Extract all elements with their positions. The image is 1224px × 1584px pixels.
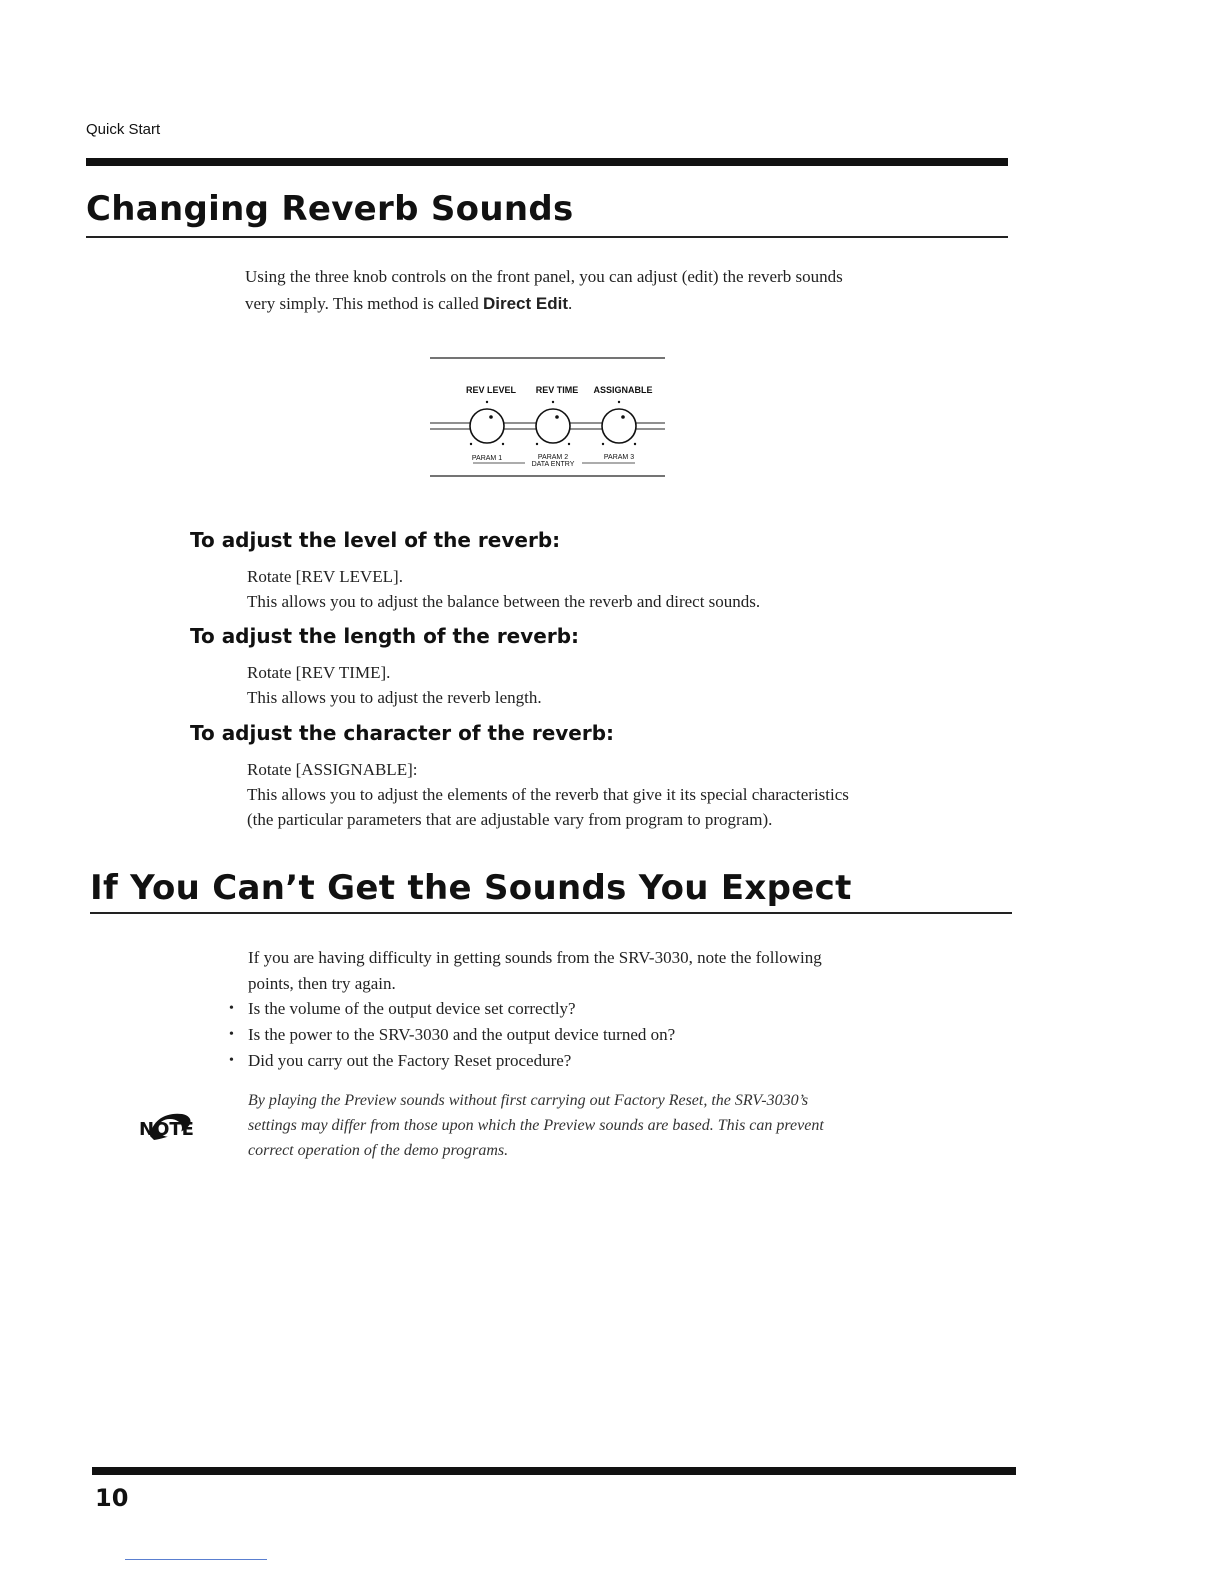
intro-line-2 bbox=[245, 290, 965, 317]
item-character-text bbox=[247, 757, 967, 832]
heading-adjust-length: To adjust the length of the reverb: bbox=[190, 624, 580, 648]
item-level-text bbox=[247, 564, 947, 614]
troubleshoot-intro-line-1: If you are having difficulty in getting sounds from the SRV-3030, note the following bbox=[248, 948, 822, 967]
note-line-3: correct operation of the demo programs. bbox=[248, 1142, 509, 1159]
running-head: Quick Start bbox=[86, 121, 161, 138]
param-label-1: PARAM 1 bbox=[471, 455, 503, 462]
param-label-3: PARAM 3 bbox=[603, 454, 635, 461]
checklist-item: • Is the power to the SRV-3030 and the output device turned on? bbox=[248, 1022, 948, 1048]
troubleshoot-intro-line-2: points, then try again. bbox=[248, 974, 396, 993]
item-character-line-3: (the particular parameters that are adjustable vary from program to program). bbox=[247, 810, 773, 829]
knob-label-assignable: ASSIGNABLE bbox=[593, 385, 653, 395]
note-line-1: By playing the Preview sounds without first carrying out Factory Reset, the SRV-3030’s bbox=[248, 1092, 809, 1109]
checklist-item: • Did you carry out the Factory Reset procedure? bbox=[248, 1048, 948, 1074]
knob-rev-level-icon bbox=[470, 401, 504, 445]
section-title-troubleshooting: If You Can’t Get the Sounds You Expect bbox=[90, 868, 852, 908]
note-text bbox=[248, 1088, 948, 1163]
note-icon-lettering: NOTE bbox=[139, 1119, 194, 1140]
intro-paragraph bbox=[245, 263, 965, 317]
checklist-item: • Is the volume of the output device set correctly? bbox=[248, 996, 948, 1022]
intro-line-1: Using the three knob controls on the front panel, you can adjust (edit) the reverb sounds bbox=[245, 267, 843, 286]
troubleshoot-intro bbox=[248, 945, 948, 997]
bottom-rule bbox=[92, 1467, 1016, 1475]
data-entry-label: DATA ENTRY bbox=[531, 461, 575, 468]
section2-title-rule bbox=[90, 912, 1012, 914]
param-label-2: PARAM 2 bbox=[537, 454, 569, 461]
heading-adjust-character: To adjust the character of the reverb: bbox=[190, 721, 615, 745]
heading-adjust-level: To adjust the level of the reverb: bbox=[190, 528, 561, 552]
top-rule bbox=[86, 158, 1008, 166]
knob-label-rev-level: REV LEVEL bbox=[465, 385, 517, 395]
knob-assignable-icon bbox=[602, 401, 636, 445]
knob-label-rev-time: REV TIME bbox=[535, 385, 579, 395]
note-line-2: settings may differ from those upon which the Preview sounds are based. This can prevent bbox=[248, 1117, 824, 1134]
intro-period: . bbox=[568, 294, 573, 313]
item-level-line-1: Rotate [REV LEVEL]. bbox=[247, 567, 403, 586]
knob-rev-time-icon bbox=[536, 401, 570, 445]
page-number: 10 bbox=[95, 1484, 129, 1512]
front-panel-illustration bbox=[425, 352, 670, 484]
direct-edit-term: Direct Edit bbox=[482, 294, 568, 313]
intro-line-2-text: very simply. This method is called bbox=[245, 294, 483, 313]
item-character-line-1: Rotate [ASSIGNABLE]: bbox=[247, 760, 418, 779]
item-level-line-2: This allows you to adjust the balance between the reverb and direct sounds. bbox=[247, 592, 761, 611]
troubleshoot-checklist bbox=[248, 996, 948, 1074]
item-length-line-2: This allows you to adjust the reverb length. bbox=[247, 688, 542, 707]
section-title-changing-reverb: Changing Reverb Sounds bbox=[86, 189, 574, 229]
item-character-line-2: This allows you to adjust the elements of the reverb that give it its special characteristics bbox=[247, 785, 849, 804]
item-length-line-1: Rotate [REV TIME]. bbox=[247, 663, 391, 682]
note-icon bbox=[136, 1106, 206, 1146]
scan-artifact-line bbox=[125, 1559, 267, 1560]
section-title-rule bbox=[86, 236, 1008, 238]
item-length-text bbox=[247, 660, 947, 710]
